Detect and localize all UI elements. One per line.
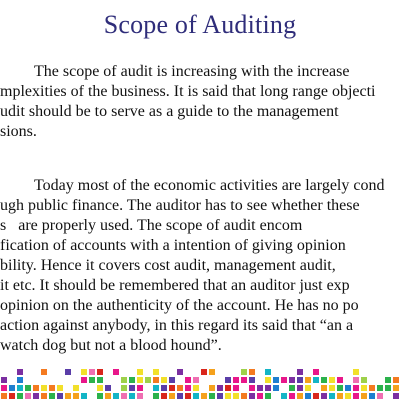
mosaic-square bbox=[137, 377, 143, 383]
mosaic-square bbox=[297, 369, 303, 375]
mosaic-square bbox=[81, 377, 87, 383]
mosaic-square bbox=[209, 369, 215, 375]
mosaic-square bbox=[345, 385, 351, 391]
mosaic-square bbox=[345, 393, 351, 399]
paragraph-1-line: mplexities of the business. It is said that long range objecti bbox=[0, 83, 376, 100]
mosaic-squares bbox=[0, 364, 400, 400]
mosaic-square bbox=[241, 393, 247, 399]
mosaic-square bbox=[81, 369, 87, 375]
mosaic-square bbox=[137, 393, 143, 399]
mosaic-square bbox=[49, 385, 55, 391]
mosaic-square bbox=[249, 369, 255, 375]
mosaic-square bbox=[97, 393, 103, 399]
mosaic-square bbox=[153, 377, 159, 383]
mosaic-square bbox=[129, 385, 135, 391]
mosaic-square bbox=[25, 385, 31, 391]
mosaic-square bbox=[329, 393, 335, 399]
mosaic-square bbox=[265, 393, 271, 399]
mosaic-square bbox=[161, 393, 167, 399]
mosaic-square bbox=[361, 393, 367, 399]
mosaic-square bbox=[121, 393, 127, 399]
mosaic-square bbox=[281, 393, 287, 399]
paragraph-1-line: sions. bbox=[0, 123, 37, 140]
mosaic-square bbox=[129, 377, 135, 383]
mosaic-square bbox=[305, 385, 311, 391]
mosaic-square bbox=[193, 393, 199, 399]
mosaic-square bbox=[361, 377, 367, 383]
mosaic-square bbox=[113, 393, 119, 399]
mosaic-square bbox=[49, 393, 55, 399]
mosaic-square bbox=[225, 385, 231, 391]
mosaic-square bbox=[217, 385, 223, 391]
mosaic-square bbox=[17, 369, 23, 375]
mosaic-square bbox=[353, 385, 359, 391]
mosaic-square bbox=[17, 385, 23, 391]
mosaic-square bbox=[65, 369, 71, 375]
mosaic-square bbox=[57, 393, 63, 399]
mosaic-square bbox=[249, 385, 255, 391]
mosaic-square bbox=[145, 377, 151, 383]
mosaic-square bbox=[113, 369, 119, 375]
mosaic-square bbox=[161, 385, 167, 391]
mosaic-square bbox=[337, 393, 343, 399]
mosaic-square bbox=[393, 385, 399, 391]
mosaic-square bbox=[233, 385, 239, 391]
mosaic-square bbox=[97, 369, 103, 375]
mosaic-square bbox=[353, 369, 359, 375]
mosaic-square bbox=[249, 377, 255, 383]
mosaic-square bbox=[305, 377, 311, 383]
mosaic-square bbox=[225, 393, 231, 399]
mosaic-square bbox=[185, 377, 191, 383]
mosaic-square bbox=[9, 393, 15, 399]
mosaic-square bbox=[41, 393, 47, 399]
mosaic-square bbox=[57, 385, 63, 391]
mosaic-square bbox=[297, 385, 303, 391]
mosaic-square bbox=[313, 377, 319, 383]
mosaic-square bbox=[25, 393, 31, 399]
mosaic-square bbox=[153, 393, 159, 399]
mosaic-square bbox=[9, 385, 15, 391]
mosaic-square bbox=[41, 385, 47, 391]
mosaic-square bbox=[33, 393, 39, 399]
mosaic-square bbox=[17, 377, 23, 383]
mosaic-square bbox=[369, 385, 375, 391]
mosaic-square bbox=[1, 385, 7, 391]
mosaic-square bbox=[273, 377, 279, 383]
paragraph-2-line: watch dog but not a blood hound”. bbox=[0, 337, 222, 354]
mosaic-square bbox=[97, 385, 103, 391]
mosaic-square bbox=[177, 369, 183, 375]
mosaic-square bbox=[201, 369, 207, 375]
mosaic-square bbox=[121, 385, 127, 391]
mosaic-square bbox=[257, 385, 263, 391]
mosaic-square bbox=[65, 393, 71, 399]
mosaic-square bbox=[129, 393, 135, 399]
mosaic-square bbox=[89, 369, 95, 375]
mosaic-square bbox=[137, 385, 143, 391]
mosaic-square bbox=[353, 393, 359, 399]
mosaic-square bbox=[73, 385, 79, 391]
mosaic-square bbox=[217, 393, 223, 399]
mosaic-square bbox=[273, 385, 279, 391]
mosaic-square bbox=[377, 385, 383, 391]
mosaic-square bbox=[105, 385, 111, 391]
mosaic-square bbox=[385, 377, 391, 383]
mosaic-square bbox=[249, 393, 255, 399]
mosaic-square bbox=[185, 393, 191, 399]
mosaic-square bbox=[241, 377, 247, 383]
mosaic-square bbox=[193, 385, 199, 391]
mosaic-square bbox=[321, 393, 327, 399]
mosaic-square bbox=[225, 377, 231, 383]
paragraph-2-line: ugh public finance. The auditor has to see whether these bbox=[0, 197, 360, 214]
paragraph-2-line: fication of accounts with a intention of giving opinion bbox=[0, 237, 346, 254]
mosaic-square bbox=[169, 385, 175, 391]
mosaic-square bbox=[233, 377, 239, 383]
mosaic-square bbox=[233, 393, 239, 399]
mosaic-square bbox=[185, 385, 191, 391]
paragraph-2-line: Today most of the economic activities are largely cond bbox=[34, 177, 385, 194]
mosaic-square bbox=[33, 385, 39, 391]
mosaic-square bbox=[209, 385, 215, 391]
mosaic-square bbox=[337, 377, 343, 383]
mosaic-square bbox=[393, 377, 399, 383]
mosaic-square bbox=[201, 393, 207, 399]
mosaic-square bbox=[177, 385, 183, 391]
mosaic-square bbox=[121, 377, 127, 383]
mosaic-square bbox=[177, 393, 183, 399]
mosaic-square bbox=[89, 377, 95, 383]
decorative-mosaic-border bbox=[0, 364, 400, 400]
mosaic-square bbox=[161, 377, 167, 383]
mosaic-square bbox=[313, 393, 319, 399]
mosaic-square bbox=[137, 369, 143, 375]
mosaic-square bbox=[153, 369, 159, 375]
mosaic-square bbox=[169, 393, 175, 399]
mosaic-square bbox=[305, 393, 311, 399]
mosaic-square bbox=[81, 393, 87, 399]
mosaic-square bbox=[41, 369, 47, 375]
mosaic-square bbox=[153, 385, 159, 391]
paragraph-1-line: The scope of audit is increasing with the increase bbox=[34, 63, 350, 80]
mosaic-square bbox=[321, 385, 327, 391]
mosaic-square bbox=[17, 393, 23, 399]
mosaic-square bbox=[385, 385, 391, 391]
paragraph-1-line: udit should be to serve as a guide to the management bbox=[0, 103, 339, 120]
mosaic-square bbox=[393, 393, 399, 399]
mosaic-square bbox=[361, 385, 367, 391]
mosaic-square bbox=[353, 377, 359, 383]
mosaic-square bbox=[377, 393, 383, 399]
mosaic-square bbox=[265, 385, 271, 391]
mosaic-square bbox=[297, 393, 303, 399]
slide-title: Scope of Auditing bbox=[103, 10, 297, 39]
paragraph-2-line: bility. Hence it covers cost audit, management audit, bbox=[0, 257, 336, 274]
mosaic-square bbox=[265, 369, 271, 375]
mosaic-square bbox=[97, 377, 103, 383]
mosaic-square bbox=[297, 377, 303, 383]
paragraph-2-line: opinion on the authenticity of the account. He has no po bbox=[0, 297, 359, 314]
paragraph-2-line: action against anybody, in this regard its said that “an a bbox=[0, 317, 354, 334]
mosaic-square bbox=[369, 393, 375, 399]
mosaic-square bbox=[337, 385, 343, 391]
mosaic-square bbox=[105, 393, 111, 399]
mosaic-square bbox=[193, 377, 199, 383]
mosaic-square bbox=[289, 385, 295, 391]
paragraph-2-line: it etc. It should be remembered that an auditor just exp bbox=[0, 277, 350, 294]
mosaic-square bbox=[265, 377, 271, 383]
mosaic-square bbox=[289, 393, 295, 399]
mosaic-square bbox=[1, 393, 7, 399]
mosaic-square bbox=[289, 377, 295, 383]
mosaic-square bbox=[329, 377, 335, 383]
mosaic-square bbox=[1, 377, 7, 383]
mosaic-square bbox=[281, 377, 287, 383]
mosaic-square bbox=[209, 393, 215, 399]
mosaic-square bbox=[169, 377, 175, 383]
mosaic-square bbox=[73, 393, 79, 399]
mosaic-square bbox=[241, 369, 247, 375]
mosaic-square bbox=[329, 385, 335, 391]
paragraph-2-line: s are properly used. The scope of audit encom bbox=[0, 217, 303, 234]
mosaic-square bbox=[257, 393, 263, 399]
mosaic-square bbox=[313, 369, 319, 375]
mosaic-square bbox=[321, 377, 327, 383]
